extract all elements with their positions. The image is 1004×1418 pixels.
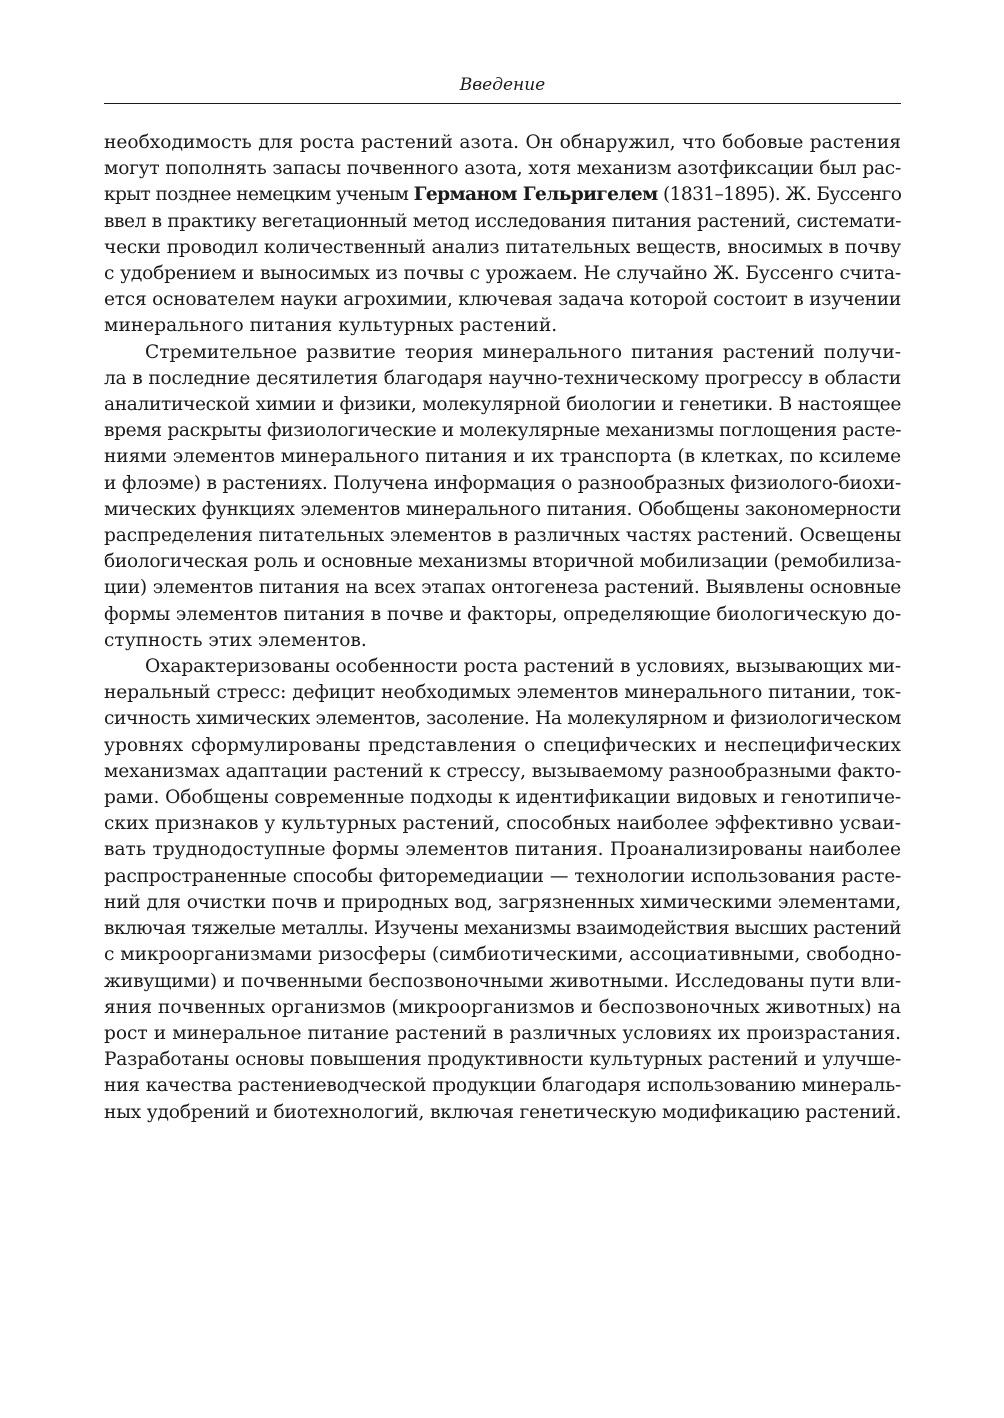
text-line: ния качества растениеводческой продукции благодаря использованию минераль- [104, 1075, 901, 1097]
text-line: ции) элементов питания на всех этапах онтогенеза растений. Выявлены основные [104, 577, 901, 599]
text-line: ских признаков у культурных растений, способных наиболее эффективно усваи- [104, 813, 901, 835]
text-line: чески проводил количественный анализ питательных веществ, вносимых в почву [104, 236, 901, 258]
header-rule [104, 103, 901, 104]
text-line: ется основателем науки агрохимии, ключевая задача которой состоит в изучении [104, 289, 902, 311]
body-text [104, 130, 901, 1126]
text-line: яния почвенных организмов (микроорганизмов и беспозвоночных животных) на [104, 996, 901, 1018]
text-line: с удобрением и выносимых из почвы с урожаем. Не случайно Ж. Буссенго счита- [104, 263, 901, 285]
text-line: ний для очистки почв и природных вод, загрязненных химическими элементами, [104, 891, 901, 913]
text-line: живущими) и почвенными беспозвоночными животными. Исследованы пути вли- [104, 970, 901, 992]
running-head: Введение [459, 75, 546, 95]
text-line: сичность химических элементов, засоление. На молекулярном и физиологическом [104, 708, 901, 730]
text-line: мических функциях элементов минерального питания. Обобщены закономерности [104, 498, 901, 520]
text-line: Разработаны основы повышения продуктивности культурных растений и улучше- [104, 1049, 901, 1071]
text-line: ных удобрений и биотехнологий, включая генетическую модификацию растений. [104, 1101, 902, 1123]
text-line: ввел в практику вегетационный метод исследования питания растений, системати- [104, 210, 901, 232]
text-line: включая тяжелые металлы. Изучены механизмы взаимодействия высших растений [104, 918, 901, 940]
text-line: минерального питания культурных растений. [104, 315, 558, 337]
text-line: неральный стресс: дефицит необходимых элементов минерального питании, ток- [104, 682, 901, 704]
paragraph-2 [104, 340, 901, 654]
text-line: биологическая роль и основные механизмы вторичной мобилизации (ремобилиза- [104, 551, 901, 573]
text-line: ла в последние десятилетия благодаря научно-техническому прогрессу в области [104, 367, 901, 389]
bold-person-name: Германом Гельригелем [413, 184, 658, 206]
text-line: механизмах адаптации растений к стрессу, вызываемому разнообразными факто- [104, 760, 901, 782]
text-line: распределения питательных элементов в различных частях растений. Освещены [104, 525, 901, 547]
text-run: крыт позднее немецким ученым [104, 184, 414, 206]
text-line: могут пополнять запасы почвенного азота, хотя механизм азотфиксации был рас- [104, 158, 901, 180]
text-line: Стремительное развитие теория минерального питания растений получи- [145, 341, 901, 363]
text-line: время раскрыты физиологические и молекулярные механизмы поглощения расте- [104, 420, 902, 442]
text-line: с микроорганизмами ризосферы (симбиотическими, ассоциативными, свободно- [104, 944, 902, 966]
text-line [104, 182, 901, 208]
text-line: необходимость для роста растений азота. Он обнаружил, что бобовые растения [104, 132, 901, 153]
paragraph-3 [104, 654, 901, 1126]
text-line: и флоэме) в растениях. Получена информация о разнообразных физиолого-биохи- [104, 472, 901, 494]
text-line: формы элементов питания в почве и факторы, определяющие биологическую до- [104, 603, 902, 625]
text-line: распространенные способы фиторемедиации — технологии использования расте- [104, 865, 901, 887]
text-line: рами. Обобщены современные подходы к идентификации видовых и генотипиче- [104, 787, 902, 809]
text-line: уровнях сформулированы представления о специфических и неспецифических [104, 734, 901, 756]
text-line: рост и минеральное питание растений в различных условиях их произрастания. [104, 1022, 901, 1044]
paragraph-1 [104, 130, 901, 340]
text-run: (1831–1895). Ж. Буссенго [657, 184, 902, 206]
text-line: ниями элементов минерального питания и их транспорта (в клетках, по ксилеме [104, 446, 901, 468]
text-line: аналитической химии и физики, молекулярной биологии и генетики. В настоящее [104, 394, 901, 416]
text-line: ступность этих элементов. [104, 629, 367, 651]
text-line: Охарактеризованы особенности роста растений в условиях, вызывающих ми- [145, 656, 901, 678]
text-line: вать труднодоступные формы элементов питания. Проанализированы наиболее [104, 839, 901, 861]
